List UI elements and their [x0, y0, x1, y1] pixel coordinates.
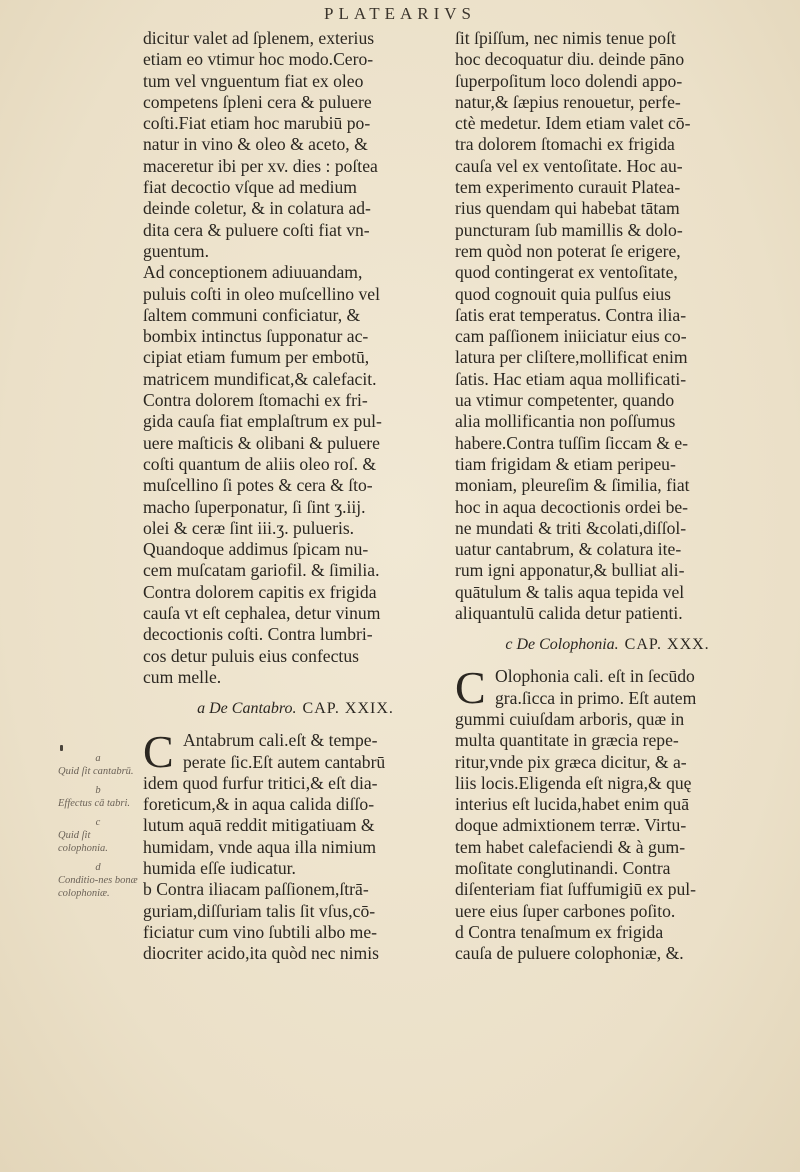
text-line: humidam, vnde aqua illa nimium: [143, 836, 377, 857]
chapter-title: De Cantabro.: [209, 700, 297, 718]
text-line: hoc decoquatur diu. deinde pāno: [455, 49, 685, 70]
text-line: competens ſpleni cera & puluere: [143, 91, 372, 112]
text-line: multa quantitate in græcia repe-: [455, 730, 679, 751]
text-line: Contra dolorem ſtomachi ex fri-: [143, 390, 368, 411]
chapter-body: [143, 726, 448, 964]
chapter-heading: [143, 688, 448, 730]
text-line: decoctionis coſti. Contra lumbri-: [143, 624, 373, 645]
text-line: ritur,vnde pix græca dicitur, & a-: [455, 751, 687, 772]
text-line: moniam, pleureſim & ſimilia, fiat: [455, 475, 690, 496]
chapter-number: CAP. XXX.: [624, 636, 710, 654]
text-line: moſitate conglutinandi. Contra: [455, 857, 671, 878]
text-line: puncturam ſub mamillis & dolo-: [455, 219, 683, 240]
text-line: ſaltem communi conficiatur, &: [143, 304, 361, 325]
margin-note-key: c: [95, 817, 101, 828]
text-line: tiam frigidam & etiam peripeu-: [455, 453, 676, 474]
text-line: d Contra tenaſmum ex frigida: [455, 921, 664, 942]
text-line: puluis coſti in oleo muſcellino vel: [143, 283, 380, 304]
text-line: liis locis.Eligenda eſt nigra,& quę: [455, 772, 692, 793]
text-line: guriam,diſſuriam talis ſit vſus,cō-: [143, 900, 376, 921]
text-line: ficiatur cum vino ſubtili albo me-: [143, 921, 378, 942]
text-line: gida cauſa fiat emplaſtrum ex pul-: [143, 411, 382, 432]
text-line: foreticum,& in aqua calida diſſo-: [143, 794, 375, 815]
text-line: macho ſuperponatur, ſi ſint ʒ.iij.: [143, 496, 366, 517]
drop-cap: C: [143, 726, 174, 778]
margin-note-text: Quid ſit cantabrū.: [58, 766, 134, 777]
text-line: deinde coletur, & in colatura ad-: [143, 198, 371, 219]
text-line: idem quod furfur tritici,& eſt dia-: [143, 772, 378, 793]
text-line: cos detur puluis eius confectus: [143, 645, 359, 666]
text-line: fiat decoctio vſque ad medium: [143, 177, 357, 198]
text-line: hoc in aqua decoctionis ordei be-: [455, 496, 689, 517]
text-line: cauſa vel ex ventoſitate. Hoc au-: [455, 155, 683, 176]
text-line: diocriter acido,ita quòd nec nimis: [143, 943, 379, 964]
text-line: uere eius ſuper carbones poſito.: [455, 900, 676, 921]
text-line: tum vel vnguentum fiat ex oleo: [143, 70, 364, 91]
text-line: rem quòd non poterat ſe erigere,: [455, 240, 681, 261]
text-line: cauſa vt eſt cephalea, detur vinum: [143, 603, 381, 624]
chapter-title: De Colophonia.: [516, 636, 619, 654]
margin-note-text: Effectus cā tabri.: [58, 798, 131, 809]
text-line: gummi cuiuſdam arboris, quæ in: [455, 708, 685, 729]
text-line: ctè medetur. Idem etiam valet cō-: [455, 113, 691, 134]
text-line: b Contra iliacam paſſionem,ſtrā-: [143, 879, 369, 900]
drop-cap: C: [455, 662, 486, 714]
text-line: etiam eo vtimur hoc modo.Cero-: [143, 49, 374, 70]
text-line: natur,& ſæpius renouetur, perfe-: [455, 91, 681, 112]
chapter-marker: c: [505, 636, 517, 654]
margin-note-text: Quid ſit colophonia.: [58, 830, 108, 854]
text-line: tem habet calefaciendi & à gum-: [455, 836, 686, 857]
text-line: dicitur valet ad ſplenem, exterius: [143, 28, 375, 48]
text-line: olei & ceræ ſint iii.ʒ. pulueris.: [143, 517, 355, 538]
text-line: ſatis. Hac etiam aqua mollificati-: [455, 368, 687, 389]
text-line: gra.ſicca in primo. Eſt autem: [495, 687, 697, 708]
text-line: alia mollificantia non poſſumus: [455, 411, 676, 432]
text-line: diſenteriam fiat ſuffumigiū ex pul-: [455, 879, 697, 900]
margin-note-key: b: [95, 785, 101, 796]
text-line: quod cognouit quia pulſus eius: [455, 283, 671, 304]
chapter-marker: a: [197, 700, 210, 718]
chapter-heading: [455, 624, 760, 666]
margin-mark: [60, 745, 63, 751]
right-column: [455, 28, 760, 964]
margin-note-key: d: [95, 862, 101, 873]
marginalia: [58, 752, 138, 906]
text-line: coſti quantum de aliis oleo roſ. &: [143, 453, 377, 474]
text-line: uere maſticis & olibani & puluere: [143, 432, 380, 453]
text-line: natur in vino & oleo & aceto, &: [143, 134, 368, 155]
text-line: Antabrum cali.eſt & tempe-: [183, 730, 378, 751]
text-line: bombix intinctus ſupponatur ac-: [143, 326, 369, 347]
text-line: muſcellino ſi potes & cera & ſto-: [143, 475, 373, 496]
text-line: rius quendam qui habebat tātam: [455, 198, 680, 219]
text-line: matricem mundificat,& calefacit.: [143, 368, 377, 389]
text-line: ſit ſpiſſum, nec nimis tenue poſt: [455, 28, 676, 48]
text-line: ne mundati & triti &colati,diſſol-: [455, 517, 687, 538]
text-line: aliquantulū calida detur patienti.: [455, 603, 683, 624]
text-line: guentum.: [143, 240, 209, 261]
text-line: cam paſſionem iniiciatur eius co-: [455, 326, 687, 347]
text-line: tra dolorem ſtomachi ex frigida: [455, 134, 675, 155]
margin-note: [58, 752, 138, 778]
text-line: habere.Contra tuſſim ſiccam & e-: [455, 432, 689, 453]
text-line: Ad conceptionem adiuuandam,: [143, 262, 363, 283]
text-line: cauſa de puluere colophoniæ, &.: [455, 943, 684, 964]
text-line: coſti.Fiat etiam hoc marubiū po-: [143, 113, 371, 134]
text-line: cem muſcatam gariofil. & ſimilia.: [143, 560, 380, 581]
text-line: rum igni apponatur,& bulliat ali-: [455, 560, 685, 581]
text-line: interius eſt lucida,habet enim quā: [455, 794, 690, 815]
chapter-body: [455, 662, 760, 964]
text-line: quātulum & talis aqua tepida vel: [455, 581, 685, 602]
text-line: cipiat etiam fumum per embotū,: [143, 347, 370, 368]
margin-note: [58, 784, 138, 810]
running-head: PLATEARIVS: [323, 4, 476, 23]
text-line: quod contingerat ex ventoſitate,: [455, 262, 678, 283]
text-line: cum melle.: [143, 666, 222, 687]
text-line: Contra dolorem capitis ex frigida: [143, 581, 377, 602]
text-line: ſuperpoſitum loco dolendi appo-: [455, 70, 683, 91]
text-line: uatur cantabrum, & colatura ite-: [455, 539, 682, 560]
margin-note-text: Conditio-nes bonæ colophoniæ.: [58, 875, 138, 899]
margin-note-key: a: [95, 753, 101, 764]
text-line: dita cera & puluere coſti fiat vn-: [143, 219, 370, 240]
text-line: latura per cliſtere,mollificat enim: [455, 347, 688, 368]
text-line: tem experimento curauit Platea-: [455, 177, 681, 198]
text-line: ſatis erat temperatus. Contra ilia-: [455, 304, 687, 325]
text-line: perate ſic.Eſt autem cantabrū: [183, 751, 386, 772]
margin-note: [58, 861, 138, 900]
text-line: doque admixtionem terræ. Virtu-: [455, 815, 687, 836]
text-line: lutum aquā reddit mitigatiuam &: [143, 815, 375, 836]
left-column: [143, 28, 448, 964]
chapter-number: CAP. XXIX.: [302, 700, 394, 718]
text-line: ua vtimur competenter, quando: [455, 390, 675, 411]
text-line: humida eſſe iudicatur.: [143, 857, 296, 878]
text-line: Quandoque addimus ſpicam nu-: [143, 539, 369, 560]
text-line: maceretur ibi per xv. dies : poſtea: [143, 155, 378, 176]
text-line: Olophonia cali. eſt in ſecūdo: [495, 666, 695, 687]
margin-note: [58, 816, 138, 855]
